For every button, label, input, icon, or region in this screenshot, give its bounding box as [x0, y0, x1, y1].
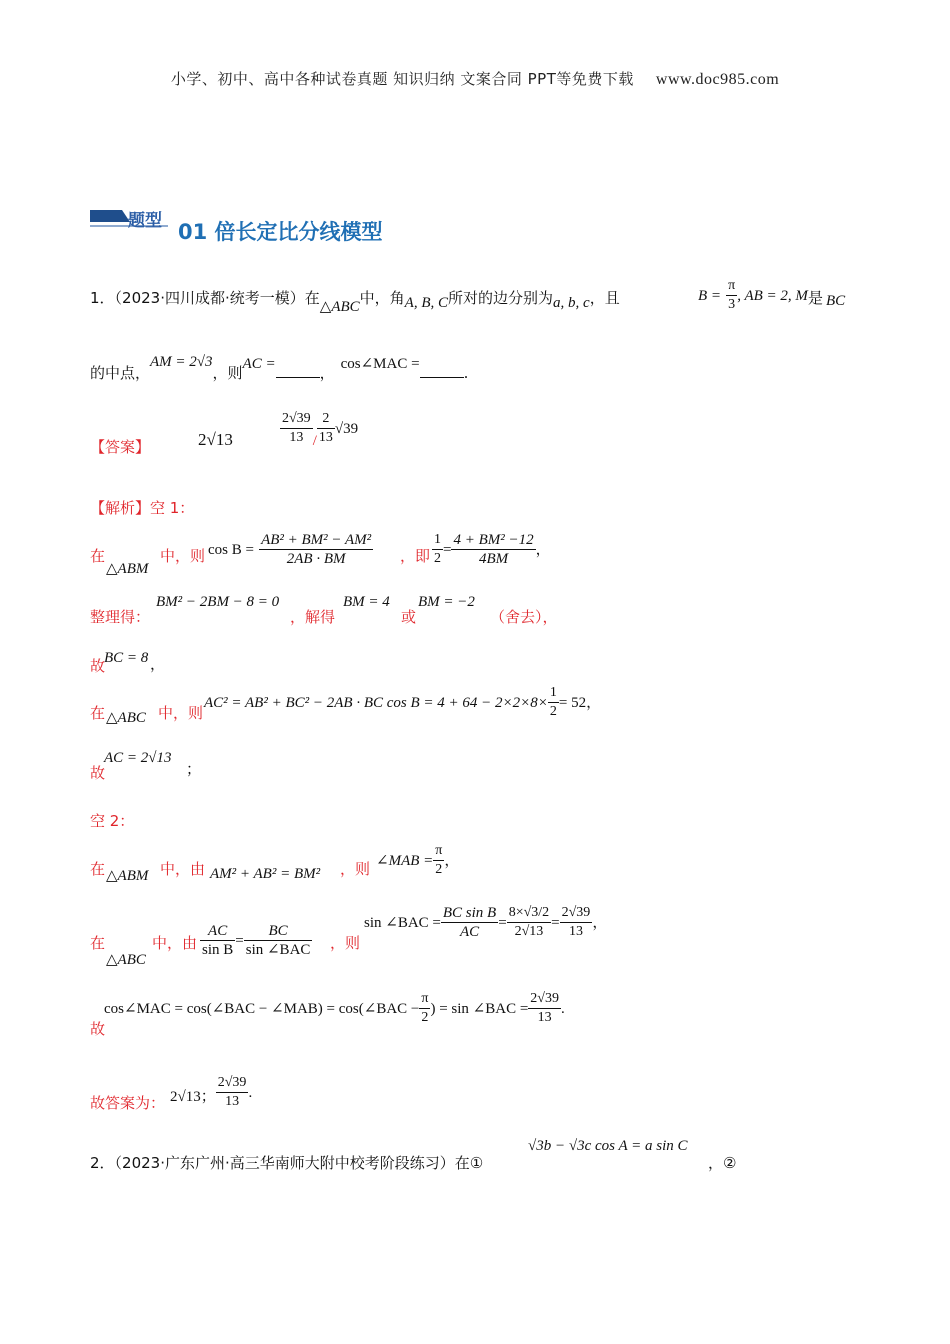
sol-l2-or: 或 — [401, 608, 417, 626]
q1-text: ，且 — [589, 289, 620, 307]
q1-text: 在 — [304, 289, 320, 307]
sol-text: . — [560, 1001, 565, 1017]
sol-l3-b: ， — [150, 655, 166, 673]
frac-den: 2√13 — [514, 924, 544, 939]
sol-l1-b: 中，则 — [160, 547, 206, 565]
sol-frac — [244, 922, 313, 959]
sol-l7-formula2 — [364, 904, 607, 941]
frac-den: 13 — [318, 430, 333, 445]
q2-number: 2． — [90, 1154, 115, 1172]
sol-l1-formula2 — [432, 531, 551, 568]
frac-num: 8×√3/2 — [507, 904, 551, 923]
sol-eq: ) = sin ∠BAC = — [430, 1001, 529, 1017]
header-text: 小学、初中、高中各种试卷真题 知识归纳 文案合同 PPT等免费下载 — [170, 70, 634, 88]
sol-l6-b: 中，由 — [160, 860, 206, 878]
section-title: 01 倍长定比分线模型 — [178, 220, 383, 244]
sol-text: ， — [535, 540, 551, 558]
q1-cond-rest: , AB = 2, M — [737, 288, 808, 304]
frac-den: sin ∠BAC — [245, 942, 311, 958]
answer-slash: / — [312, 433, 317, 449]
answer-root: √39 — [334, 421, 359, 437]
sol-l5-b: ； — [186, 760, 202, 778]
sol-eq: = — [551, 915, 560, 931]
q1-line1 — [90, 287, 620, 315]
sol-l7-b: 中，由 — [152, 934, 198, 952]
q1-line2 — [90, 354, 469, 383]
page-header — [0, 68, 950, 89]
sol-l4-formula — [204, 684, 601, 721]
sol-final-a: 故答案为： — [90, 1094, 166, 1112]
q1-text: ，则 — [212, 364, 243, 382]
frac-num: AB² + BM² − AM² — [261, 532, 372, 548]
sol-l2-bm4: BM = 4 — [343, 594, 390, 610]
frac-den: 2 — [435, 862, 443, 877]
sol-frac — [560, 904, 593, 941]
sol-l6-tri: △ABM — [106, 868, 149, 884]
sol-l4-tri: △ABC — [106, 710, 146, 726]
sol-l2-eq: BM² − 2BM − 8 = 0 — [156, 594, 280, 610]
q1-am: AM = 2√3 — [150, 354, 213, 370]
sol-frac — [528, 990, 561, 1027]
q2-line — [90, 1152, 483, 1173]
q1-is: 是 — [808, 289, 824, 307]
sol-text: . — [248, 1085, 253, 1101]
q1-blank-2[interactable] — [420, 363, 464, 378]
sol-l1-tri: △ABM — [106, 561, 149, 577]
sol-blank2: 空 2： — [90, 812, 135, 830]
frac-num: AC — [200, 922, 235, 941]
q1-text: 中，角 — [359, 289, 405, 307]
sol-angle: ∠MAB = — [376, 853, 434, 869]
q2-eq: √3b − √3c cos A = a sin C — [528, 1138, 688, 1154]
sol-l6-formula — [376, 842, 459, 879]
q1-triangle: △ABC — [319, 299, 360, 315]
sol-l2-c: （舍去）， — [490, 608, 558, 626]
sol-text: ； — [200, 1087, 216, 1105]
sol-l6-a: 在 — [90, 860, 106, 878]
sol-frac — [433, 842, 444, 879]
q1-text: ， — [319, 364, 335, 382]
frac-den: 2 — [549, 704, 557, 719]
sol-frac — [216, 1074, 249, 1111]
sol-l3-eq: BC = 8 — [104, 650, 149, 666]
sol-cosb: cos B = — [208, 542, 254, 558]
sol-text: ， — [586, 693, 602, 711]
sol-eq: cos∠MAC = cos(∠BAC − ∠MAB) = cos(∠BAC − — [104, 1001, 420, 1017]
q1-cos-mac: cos∠MAC = — [340, 356, 420, 372]
frac-num: π — [419, 990, 430, 1009]
sol-frac — [200, 922, 235, 959]
answer-frac-1 — [280, 410, 313, 447]
frac-den: 13 — [289, 430, 304, 445]
frac-num: 2√39 — [280, 410, 313, 429]
sol-eq: AC² = AB² + BC² − 2AB · BC cos B = 4 + 64 − 2×2×8× — [204, 695, 548, 711]
q1-bc: BC — [826, 293, 846, 309]
frac-den: 13 — [568, 924, 583, 939]
sol-l2-b: ，解得 — [290, 608, 336, 626]
sol-eq: = — [443, 542, 452, 558]
sol-l4-a: 在 — [90, 704, 106, 722]
section-badge — [88, 204, 170, 230]
sol-final-v1: 2√13 — [170, 1089, 201, 1105]
q1-angles: A, B, C — [404, 295, 449, 311]
frac-num: 2√39 — [528, 990, 561, 1009]
frac-den: 13 — [225, 1094, 240, 1109]
q1-text: 所对的边分别为 — [448, 289, 554, 307]
q1-number: 1． — [90, 289, 115, 307]
sol-text: ， — [444, 851, 460, 869]
sol-l2-a: 整理得： — [90, 608, 151, 626]
sol-l4-b: 中，则 — [158, 704, 204, 722]
sol-frac — [419, 990, 430, 1027]
frac-den: sin B — [202, 942, 234, 958]
frac-num: BC — [244, 922, 313, 941]
frac-den: 2 — [434, 551, 441, 566]
sol-frac — [548, 684, 559, 721]
sol-l1-formula — [208, 531, 373, 568]
frac-num: π — [726, 277, 737, 296]
answer-v1: 2√13 — [198, 430, 233, 449]
sol-eq: = — [498, 915, 507, 931]
sol-l6-c: ，则 — [340, 860, 371, 878]
sol-l7-tri: △ABC — [106, 952, 146, 968]
sol-l7-c: ，则 — [330, 934, 361, 952]
sol-l2-bmm2: BM = −2 — [418, 594, 475, 610]
sol-frac — [507, 904, 551, 941]
sol-frac — [441, 904, 498, 941]
badge-label: 题型 — [128, 211, 162, 231]
q1-condition — [698, 277, 808, 314]
sol-l8-formula — [104, 990, 565, 1027]
q1-text: 的中点， — [90, 364, 151, 382]
answer-label: 【答案】 — [90, 438, 151, 456]
answer-v2 — [280, 410, 358, 447]
sol-l1-a: 在 — [90, 547, 106, 565]
sol-l7-formula1 — [200, 922, 312, 959]
sol-frac — [432, 531, 443, 568]
sol-eq: = 52 — [558, 695, 587, 711]
solution-label: 【解析】空 1： — [90, 499, 195, 517]
q1-text: . — [463, 364, 469, 382]
q1-cond-frac — [726, 277, 737, 314]
sol-text: ， — [592, 913, 608, 931]
q1-ac: AC = — [242, 356, 276, 372]
sol-l7-a: 在 — [90, 934, 106, 952]
sol-l3-a: 故 — [90, 657, 106, 675]
frac-num: 2 — [317, 410, 335, 429]
sol-frac — [451, 531, 535, 568]
frac-num: 4 + BM² −12 — [453, 532, 534, 548]
frac-num: 1 — [432, 531, 443, 550]
frac-den: 3 — [728, 297, 736, 312]
q1-cond-b: B = — [698, 288, 722, 304]
sol-l6-eq: AM² + AB² = BM² — [210, 866, 321, 882]
sol-l8-a: 故 — [90, 1020, 106, 1038]
header-site: www.doc985.com — [655, 71, 780, 88]
frac-den: 2AB · BM — [286, 551, 346, 567]
frac-num: 2√39 — [216, 1074, 249, 1093]
q2-tail: ，② — [708, 1154, 737, 1172]
q2-source: （2023·广东广州·高三华南师大附中校考阶段练习）在① — [114, 1154, 484, 1172]
frac-num: BC sin B — [442, 905, 497, 921]
frac-num: 1 — [548, 684, 559, 703]
frac-num: π — [433, 842, 444, 861]
frac-num: 2√39 — [560, 904, 593, 923]
q1-source: （2023·四川成都·统考一模） — [114, 289, 305, 307]
sol-sin: sin ∠BAC = — [364, 915, 441, 931]
q1-blank-1[interactable] — [276, 363, 320, 378]
sol-l1-c: ，即 — [400, 547, 431, 565]
frac-den: AC — [459, 924, 480, 940]
sol-eq: = — [235, 933, 244, 949]
q1-sides: a, b, c — [553, 295, 590, 311]
frac-den: 2 — [421, 1010, 429, 1025]
sol-final-formula — [170, 1074, 252, 1111]
answer-frac-2 — [317, 410, 335, 447]
sol-l5-a: 故 — [90, 764, 106, 782]
frac-den: 4BM — [478, 551, 509, 567]
sol-frac — [259, 531, 373, 568]
sol-l5-eq: AC = 2√13 — [104, 750, 172, 766]
frac-den: 13 — [537, 1010, 552, 1025]
